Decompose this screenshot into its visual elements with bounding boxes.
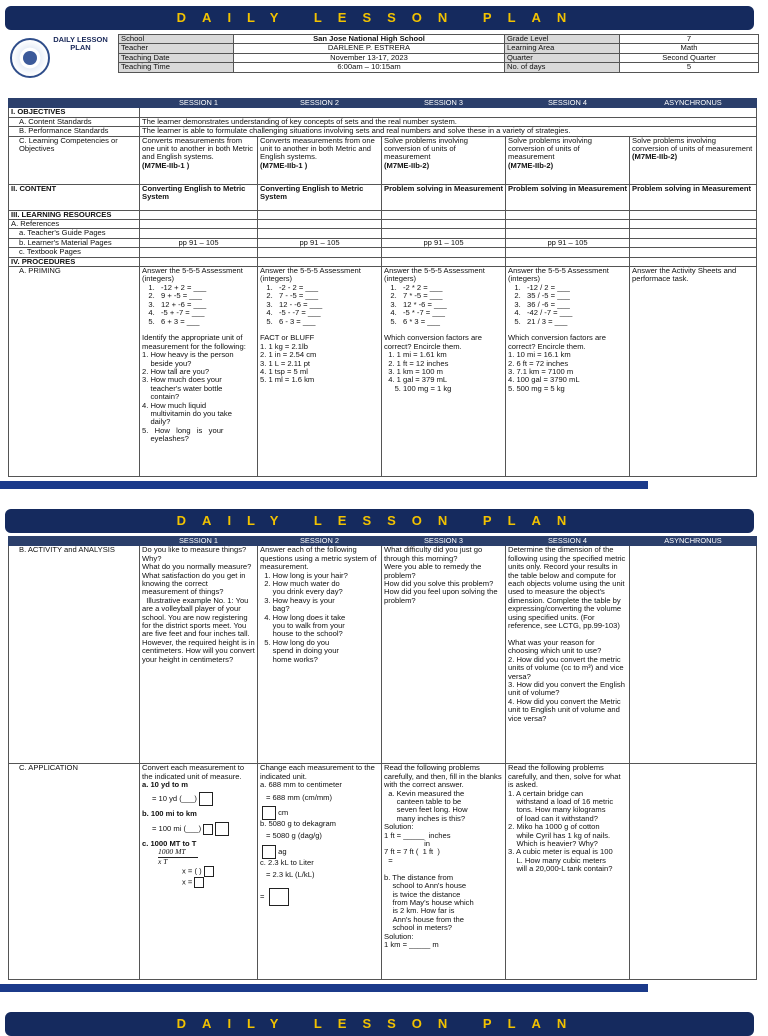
- lm-label: b. Learner's Material Pages: [9, 238, 140, 247]
- header-session-3: SESSION 3: [382, 537, 506, 546]
- app2-c-step: = 2.3 kL (L/kL): [266, 870, 315, 880]
- priming-3: Answer the 5-5-5 Assessment (integers) 1. -2 * 2 = ___ 2. 7 * -5 = ___ 3. 12 * -6 = ___ 4. -5 * -7 = ___ 5. 6 * 3 = ___ Which conversion factors are correct? Encircle them. 1. 1 mi = 1.61 km 2. 1 ft = 12 inches 3. 1 km = 100 m 4. 1 gal = 379 mL 5. 100 mg = 1 kg: [384, 266, 485, 393]
- priming-5: Answer the Activity Sheets and performace task.: [632, 266, 739, 284]
- app2-a-step: = 688 mm (cm/mm): [266, 792, 333, 802]
- teacher-label: Teacher: [119, 44, 234, 53]
- grade-label: Grade Level: [505, 35, 620, 44]
- comp-1: Converts measurements from one unit to another in both Metric and English systems. (M7ME-IIb-1 ): [140, 136, 258, 184]
- grade-value: 7: [620, 35, 759, 44]
- application-2: Change each measurement to the indicated unit. a. 688 mm to centimeter = 688 mm (cm/mm) cm b. 5080 g to dekagram = 5080 g (dag/g) ag c. 2.3 kL to Liter = 2.3 kL (L/kL) =: [258, 764, 382, 980]
- content-5: Problem solving in Measurement: [630, 184, 757, 210]
- app1-c-x2: x =: [182, 877, 193, 887]
- application-4: Read the following problems carefully, and then, solve for what is asked. 1. A certain bridge can withstand a load of 16 metric tons. How many kilograms of load can it withstand? 2. Miko ha 1000 g of cotton while Cyril has 1 kg of nails. Which is heavier? Why? 3. A cubic meter is equal is 100 L. How many cubic meters will a 20,000-L tank contain?: [508, 763, 621, 874]
- lm-pages-2: pp 91 – 105: [258, 238, 382, 247]
- comp-2: Converts measurements from one unit to another in both Metric and English systems. (M7ME-IIb-1 ): [258, 136, 382, 184]
- answer-box: [262, 806, 276, 820]
- answer-box: [203, 824, 213, 835]
- header-session-2: SESSION 2: [258, 537, 382, 546]
- tg-label: a. Teacher's Guide Pages: [9, 229, 140, 238]
- perf-std-label: B. Performance Standards: [9, 127, 140, 136]
- logo-label: DAILY LESSON PLAN: [53, 35, 108, 52]
- school-value: San Jose National High School: [234, 35, 505, 44]
- page-banner-3: DAILY LESSON PLAN: [5, 1012, 754, 1036]
- priming-2: Answer the 5-5-5 Assessment (integers) 1. -2 - 2 = ___ 2. 7 - -5 = ___ 3. 12 - -6 = ___ 4. -5 - -7 = ___ 5. 6 - 3 = ___ FACT or BLUFF 1. 1 kg = 2.1lb 2. 1 in = 2.54 cm 3. 1 L = 2.11 pt 4. 1 tsp = 5 ml 5. 1 ml = 1.6 km: [260, 266, 361, 385]
- perf-std: The learner is able to formulate challenging situations involving sets and real numbers and solve these in a variety of strategies.: [140, 127, 757, 136]
- answer-box: [204, 866, 214, 877]
- content-1: Converting English to Metric System: [140, 184, 258, 210]
- app1-c: c. 1000 MT to T: [142, 839, 197, 849]
- days-label: No. of days: [505, 63, 620, 72]
- answer-box: [199, 792, 213, 806]
- info-table: [118, 34, 759, 73]
- content-2: Converting English to Metric System: [258, 184, 382, 210]
- app1-intro: Convert each measurement to the indicated unit of measure.: [142, 763, 245, 781]
- page-divider-2: [0, 984, 648, 992]
- deped-seal-icon: [10, 38, 50, 78]
- app2-intro: Change each measurement to the indicated unit.: [260, 763, 375, 781]
- page-banner-2: DAILY LESSON PLAN: [5, 509, 754, 533]
- objectives-heading: I. OBJECTIVES: [9, 108, 140, 117]
- content-3: Problem solving in Measurement: [382, 184, 506, 210]
- header-session-3: SESSION 3: [382, 99, 506, 108]
- header-session-1: SESSION 1: [140, 99, 258, 108]
- header-session-4: SESSION 4: [506, 537, 630, 546]
- app1-a: a. 10 yd to m: [142, 780, 189, 790]
- lesson-table-2: [8, 536, 757, 980]
- area-label: Learning Area: [505, 44, 620, 53]
- date-value: November 13-17, 2023: [234, 53, 505, 62]
- resources-heading: III. LEARNING RESOURCES: [9, 210, 140, 219]
- priming-label: A. PRIMING: [9, 267, 140, 477]
- comp-3: Solve problems involving conversion of units of measurement (M7ME-IIb-2): [382, 136, 506, 184]
- references-label: A. References: [9, 220, 140, 229]
- date-label: Teaching Date: [119, 53, 234, 62]
- activity-5: [630, 546, 757, 764]
- teacher-value: DARLENE P. ESTRERA: [234, 44, 505, 53]
- app2-a-unit: cm: [278, 808, 289, 818]
- content-label: II. CONTENT: [9, 184, 140, 210]
- comp-label: C. Learning Competencies or Objectives: [9, 136, 140, 184]
- days-value: 5: [620, 63, 759, 72]
- priming-1: Answer the 5-5-5 Assessment (integers) 1. -12 + 2 = ___ 2. 9 + -5 = ___ 3. 12 + -6 = ___ 4. -5 + -7 = ___ 5. 6 + 3 = ___ Identify the appropriate unit of measurement for the following: 1. How heavy is the person beside you? 2. How tall are you? 3. How much does your teacher's water bottle contain? 4. How much liquid multivitamin do you take daily? 5. How long is your eyelashes?: [142, 266, 246, 444]
- procedures-heading: IV. PROCEDURES: [9, 257, 140, 266]
- application-3: Read the following problems carefully, and then, fill in the blanks with the correct answer. a. Kevin measured the canteen table to be seven feet long. How many inches is this? Solution: 1 ft = _____ inches in 7 ft = 7 ft ( 1 ft ) = b. The distance from school to Ann's house is twice the distance from May's house which is 2 km. How far is Ann's house from the school in meters? Solution: 1 km = _____ m: [384, 763, 502, 949]
- app1-a-step: = 10 yd (___): [152, 793, 197, 803]
- header-blank: [9, 537, 140, 546]
- school-label: School: [119, 35, 234, 44]
- header-session-1: SESSION 1: [140, 537, 258, 546]
- app2-b: b. 5080 g to dekagram: [260, 819, 336, 829]
- answer-box: [194, 877, 204, 888]
- header-blank: [9, 99, 140, 108]
- area-value: Math: [620, 44, 759, 53]
- app2-b-unit: ag: [278, 846, 287, 856]
- application-label: C. APPLICATION: [9, 764, 140, 980]
- app2-a: a. 688 mm to centimeter: [260, 780, 342, 790]
- app1-c-x1: x = ( ): [182, 866, 202, 876]
- header-session-4: SESSION 4: [506, 99, 630, 108]
- header-session-2: SESSION 2: [258, 99, 382, 108]
- app1-b: b. 100 mi to km: [142, 808, 197, 818]
- quarter-value: Second Quarter: [620, 53, 759, 62]
- app1-c-frac-num: 1000 MT: [158, 847, 186, 857]
- content-std-label: A. Content Standards: [9, 117, 140, 126]
- priming-4: Answer the 5-5-5 Assessment (integers) 1. -12 / 2 = ___ 2. 35 / -5 = ___ 3. 36 / -6 = ___ 4. -42 / -7 = ___ 5. 21 / 3 = ___ Which conversion factors are correct? Encircle them. 1. 10 mi = 16.1 km 2. 6 ft = 72 inches 3. 7.1 km = 7100 m 4. 100 gal = 3790 mL 5. 500 mg = 5 kg: [508, 266, 609, 393]
- tb-label: c. Textbook Pages: [9, 248, 140, 257]
- application-5: [630, 764, 757, 980]
- lesson-table-1: [8, 98, 757, 477]
- activity-3: What difficulty did you just go through this morning? Were you able to remedy the problem? How did you solve this problem? How did you feel upon solving the problem?: [384, 545, 498, 605]
- comp-5: Solve problems involving conversion of units of measurement (M7ME-IIb-2): [630, 136, 757, 184]
- application-1: [140, 764, 258, 980]
- header-asynchronus: ASYNCHRONUS: [630, 537, 757, 546]
- activity-4: Determine the dimension of the following using the specified metric units only. Record your results in the table below and compute for each objects volume using the unit used to measure the object's dimension. Complete the table by expressing/converting the volume using specified units. (For reference, see LCTG, pp.99-103) What was your reason for choosing which unit to use? 2. How did you convert the metric units of volume (cc to m³) and vice versa? 3. How did you convert the English unit of volume? 4. How did you convert the Metric unit to English unit of volume and vice versa?: [508, 545, 626, 723]
- app1-b-step: = 100 mi (___): [152, 824, 202, 834]
- activity-label: B. ACTIVITY and ANALYSIS: [9, 546, 140, 764]
- answer-box: [269, 888, 289, 906]
- time-label: Teaching Time: [119, 63, 234, 72]
- content-std: The learner demonstrates understanding of key concepts of sets and the real number system.: [140, 117, 757, 126]
- content-4: Problem solving in Measurement: [506, 184, 630, 210]
- answer-box: [215, 822, 229, 836]
- page-divider: [0, 481, 648, 489]
- activity-1: Do you like to measure things? Why? What do you normally measure? What satisfaction do you get in knowing the correct measurement of things? Illustrative example No. 1: You are a volleyball player of your school. You are now registering for the district sports meet. You are five feet and four inches tall. However, the required height is in centimeters. How will you convert your height in centimeters?: [142, 545, 255, 664]
- lm-pages-3: pp 91 – 105: [382, 238, 506, 247]
- lm-pages-1: pp 91 – 105: [140, 238, 258, 247]
- comp-4: Solve problems involving conversion of units of measurement (M7ME-IIb-2): [506, 136, 630, 184]
- answer-box: [262, 845, 276, 859]
- activity-2: Answer each of the following questions using a metric system of measurement. 1. How long is your hair? 2. How much water do you drink every day? 3. How heavy is your bag? 4. How long does it take you to walk from your house to the school? 5. How long do you spend in doing your home works?: [260, 545, 377, 664]
- app1-c-frac-den: x T: [158, 857, 198, 866]
- time-value: 6:00am – 10:15am: [234, 63, 505, 72]
- app2-b-step: = 5080 g (dag/g): [266, 831, 322, 841]
- header-asynchronus: ASYNCHRONUS: [630, 99, 757, 108]
- page-banner: DAILY LESSON PLAN: [5, 6, 754, 30]
- quarter-label: Quarter: [505, 53, 620, 62]
- app2-c: c. 2.3 kL to Liter: [260, 857, 314, 867]
- lm-pages-4: pp 91 – 105: [506, 238, 630, 247]
